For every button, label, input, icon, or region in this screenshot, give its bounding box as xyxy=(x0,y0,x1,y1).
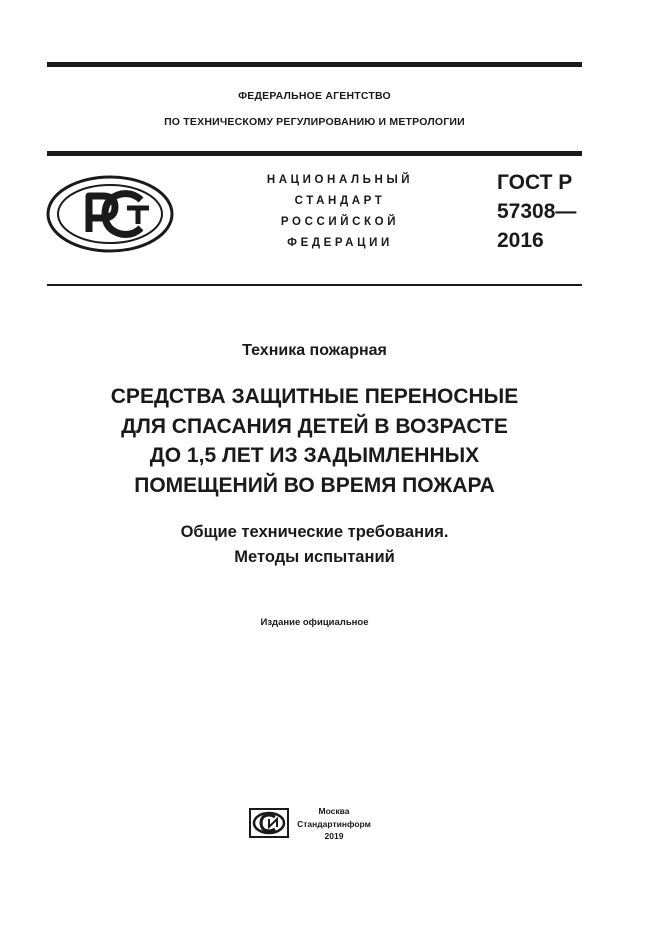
title-line: ПОМЕЩЕНИЙ ВО ВРЕМЯ ПОЖАРА xyxy=(134,473,495,497)
standard-code-line: ГОСТ Р xyxy=(497,171,573,194)
title-line: ДЛЯ СПАСАНИЯ ДЕТЕЙ В ВОЗРАСТЕ xyxy=(121,414,508,438)
publication-year: 2019 xyxy=(324,831,344,841)
rst-logo-icon xyxy=(45,174,175,254)
standard-code-line: 2016 xyxy=(497,229,544,252)
publisher-name: Стандартинформ xyxy=(297,818,371,829)
title-line: ДО 1,5 ЛЕТ ИЗ ЗАДЫМЛЕННЫХ xyxy=(149,444,480,467)
national-standard-label xyxy=(225,170,455,254)
title-line: СРЕДСТВА ЗАЩИТНЫЕ ПЕРЕНОСНЫЕ xyxy=(110,385,519,408)
standard-code-line: 57308— xyxy=(497,200,577,223)
document-title xyxy=(47,382,582,500)
publisher-block xyxy=(294,805,374,843)
edition-note: Издание официальное xyxy=(260,617,369,628)
national-standard-line: НАЦИОНАЛЬНЫЙ xyxy=(266,174,414,186)
standard-code xyxy=(497,168,576,255)
subtitle-line: Методы испытаний xyxy=(234,548,395,566)
document-subject: Техника пожарная xyxy=(242,342,387,359)
lower-rule xyxy=(47,284,582,286)
publisher-city: Москва xyxy=(318,806,350,816)
agency-line-2: ПО ТЕХНИЧЕСКОМУ РЕГУЛИРОВАНИЮ И МЕТРОЛОГИИ xyxy=(164,116,465,128)
subtitle-line: Общие технические требования. xyxy=(180,523,449,541)
agency-line-1: ФЕДЕРАЛЬНОЕ АГЕНТСТВО xyxy=(238,90,391,102)
document-subtitle xyxy=(47,520,582,570)
national-standard-line: РОССИЙСКОЙ xyxy=(280,216,400,228)
top-rule xyxy=(47,62,582,67)
standartinform-logo-icon xyxy=(249,808,289,838)
middle-rule xyxy=(47,151,582,156)
national-standard-line: ФЕДЕРАЦИИ xyxy=(287,237,393,249)
national-standard-line: СТАНДАРТ xyxy=(294,195,386,207)
